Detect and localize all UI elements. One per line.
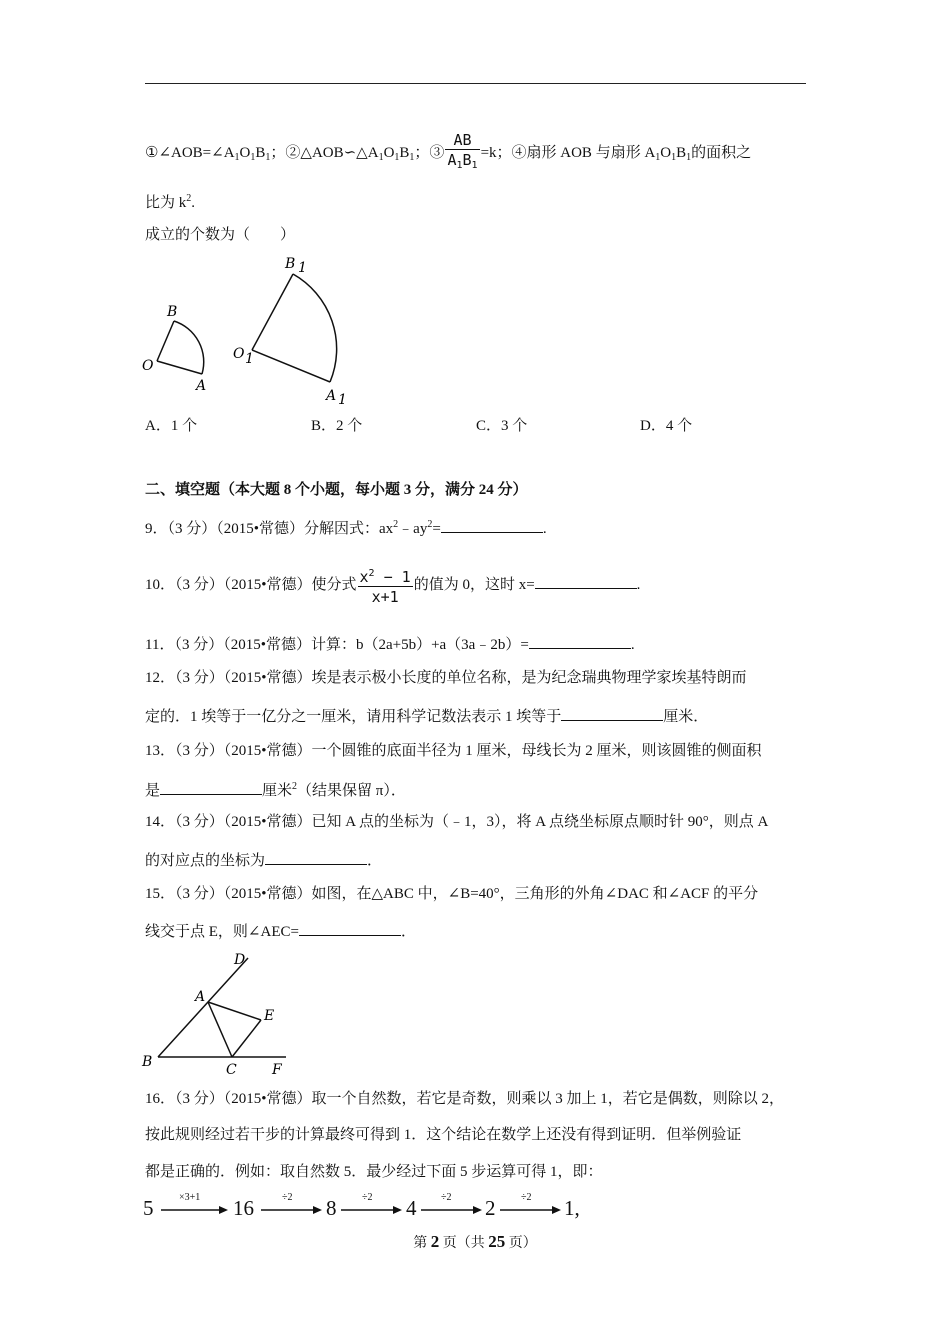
q8-statements: $①\angle AOB=\angle A_1O_1B_1$；$②\triangle AOB∽\triangle A_1O_1B_1$；③ $\frac{AB}{A_1B_1}$ =k；④扇形 AOB 与扇形 $A_1O_1B_1$的面积之 — [145, 131, 751, 176]
question-10: 10．（3 分）（2015•常德）使分式 $\frac{x^2 - 1}{x+1}$ 的值为 0，这时 x= . — [145, 563, 640, 607]
answer-blank[interactable] — [535, 574, 637, 589]
option-a: A．1 个 — [145, 418, 198, 434]
chain-operation: ÷2 — [362, 1192, 373, 1203]
question-14-line2: 的对应点的坐标为 ． — [145, 850, 382, 871]
arrow-icon — [161, 1205, 231, 1215]
arrow-icon — [500, 1205, 564, 1215]
chain-operation: ÷2 — [441, 1192, 452, 1203]
q8-stem: 成立的个数为（ ） — [145, 227, 296, 243]
q8-line2: 比为 $k^2$. — [145, 193, 196, 211]
question-12-line1: 12．（3 分）（2015•常德）埃是表示极小长度的单位名称，是为纪念瑞典物理学家埃基特朗而 — [145, 670, 747, 686]
chain-number: 16 — [233, 1196, 254, 1220]
question-13-line1: 13．（3 分）（2015•常德）一个圆锥的底面半径为 1 厘米，母线长为 2 厘米，则该圆锥的侧面积 — [145, 743, 762, 759]
question-15-line2: 线交于点 E，则∠AEC= ． — [145, 921, 416, 942]
question-16-line3: 都是正确的．例如：取自然数 5．最少经过下面 5 步运算可得 1，即： — [145, 1164, 603, 1180]
svg-text:1: 1 — [298, 260, 307, 276]
label-B: B — [167, 304, 178, 320]
answer-blank[interactable] — [160, 780, 262, 795]
label-F: F — [272, 1062, 282, 1078]
chain-number: 2 — [485, 1196, 496, 1220]
triangle-figure — [140, 948, 300, 1078]
question-15-line1: 15．（3 分）（2015•常德）如图，在△ABC 中，∠B=40°，三角形的外角∠DAC 和∠ACF 的平分 — [145, 886, 759, 902]
ratio-fraction: $\frac{AB}{A_1B_1}$ — [447, 131, 478, 171]
chain-number: 5 — [143, 1196, 154, 1220]
question-16-line1: 16．（3 分）（2015•常德）取一个自然数，若它是奇数，则乘以 3 加上 1，若它是偶数，则除以 2， — [145, 1091, 785, 1107]
sector-figure — [140, 250, 360, 410]
label-O: O — [142, 358, 154, 374]
label-C: C — [226, 1062, 237, 1078]
answer-blank[interactable] — [561, 706, 663, 721]
chain-number: 4 — [406, 1196, 417, 1220]
chain-number: 8 — [326, 1196, 337, 1220]
label-A: A — [196, 378, 207, 394]
chain-operation: ×3+1 — [179, 1192, 201, 1203]
label-O1: O — [233, 346, 245, 362]
label-A: A — [195, 989, 206, 1005]
fraction: $\frac{x^2 - 1}{x+1}$ — [358, 565, 413, 607]
answer-blank[interactable] — [529, 634, 631, 649]
option-b: B．2 个 — [311, 418, 363, 434]
label-A1: A — [326, 388, 337, 404]
header-rule — [145, 83, 806, 84]
answer-blank[interactable] — [441, 518, 543, 533]
question-11: 11．（3 分）（2015•常德）计算：b（2a+5b）+a（3a﹣2b）= . — [145, 634, 635, 655]
option-c: C．3 个 — [476, 418, 528, 434]
label-B1: B — [285, 256, 296, 272]
question-14-line1: 14．（3 分）（2015•常德）已知 A 点的坐标为（﹣1，3），将 A 点绕坐标原点顺时针 90°，则点 A — [145, 814, 769, 830]
answer-blank[interactable] — [299, 921, 401, 936]
arrow-icon — [341, 1205, 405, 1215]
chain-operation: ÷2 — [521, 1192, 532, 1203]
label-B: B — [142, 1054, 153, 1070]
arrow-icon — [421, 1205, 485, 1215]
page-footer: 第 2 页（共 25 页） — [413, 1232, 537, 1251]
label-D: D — [234, 952, 246, 968]
answer-blank[interactable] — [265, 850, 367, 865]
section-heading: 二、填空题（本大题 8 个小题，每小题 3 分，满分 24 分） — [145, 482, 528, 498]
question-13-line2: 是 厘米$^2$（结果保留 π）． — [145, 781, 406, 799]
option-d: D．4 个 — [640, 418, 693, 434]
question-16-line2: 按此规则经过若干步的计算最终可得到 1．这个结论在数学上还没有得到证明．但举例验证 — [145, 1127, 742, 1143]
svg-text:1: 1 — [338, 392, 347, 408]
label-E: E — [264, 1008, 275, 1024]
svg-text:1: 1 — [245, 351, 254, 367]
chain-number: 1, — [564, 1196, 580, 1220]
question-12-line2: 定的．1 埃等于一亿分之一厘米，请用科学记数法表示 1 埃等于 厘米． — [145, 706, 708, 727]
arrow-icon — [261, 1205, 325, 1215]
question-9: 9．（3 分）（2015•常德）分解因式：$ax^2﹣ay^2=$ . — [145, 519, 547, 537]
chain-operation: ÷2 — [282, 1192, 293, 1203]
